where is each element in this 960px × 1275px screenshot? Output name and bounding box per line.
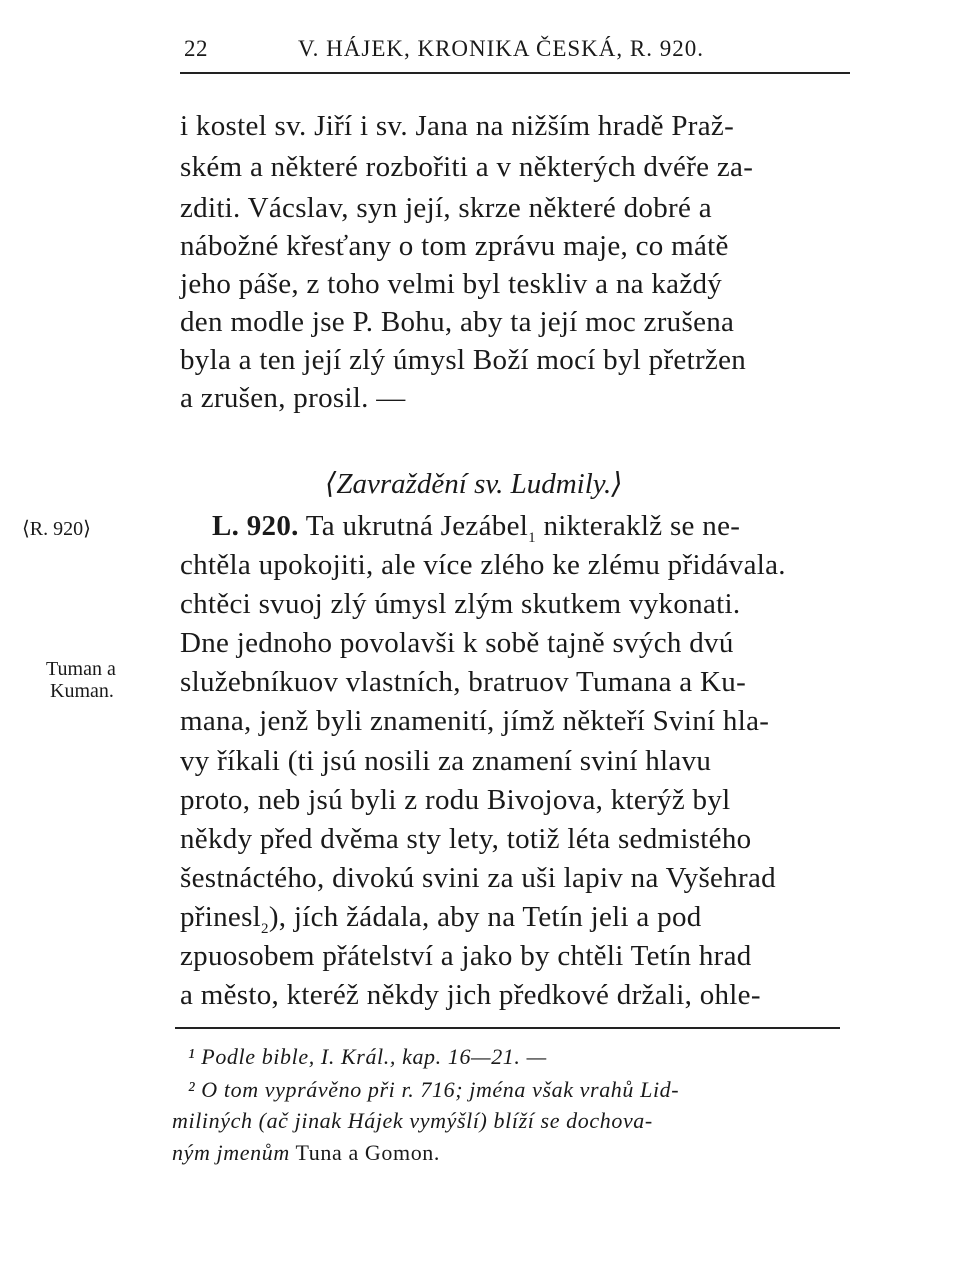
text-line: a zrušen, prosil. — [180,382,406,414]
margin-note-names-2: Kuman. [50,680,114,702]
text-segment: Tuna a Gomon. [289,1140,441,1165]
text-segment: přinesl [180,901,262,933]
running-title: V. HÁJEK, KRONIKA ČESKÁ, R. 920. [298,36,704,61]
text-line: mana, jenž byli znamenití, jímž někteří Sviní hla- [180,705,770,737]
text-line: ském a některé rozbořiti a v některých dvéře za- [180,151,754,183]
text-line: jeho páše, z toho velmi byl teskliv a na každý [180,268,723,300]
footnote-2-line-2: miliných (ač jinak Hájek vymýšlí) blíží se dochova- [172,1108,653,1133]
text-line: chtěla upokojiti, ale více zlého ke zlému přidávala. [180,549,786,581]
page-number: 22 [184,36,208,61]
text-segment: ), jích žádala, aby na Tetín jeli a pod [268,901,702,933]
text-line: služebníkuov vlastních, bratruov Tumana a Ku- [180,666,747,698]
text-line: byla a ten její zlý úmysl Boží mocí byl přetržen [180,344,747,376]
text-line: zditi. Vácslav, syn její, skrze některé dobré a [180,192,712,224]
text-line: chtěci svuoj zlý úmysl zlým skutkem vykonati. [180,588,741,620]
text-line: den modle jse P. Bohu, aby ta její moc zrušena [180,306,735,338]
footnote-2-line-1: ² O tom vyprávěno při r. 716; jména však vrahů Lid- [188,1077,680,1102]
margin-note-names-1: Tuman a [46,658,116,680]
running-header [180,32,850,74]
text-line: a město, kteréž někdy jich předkové držali, ohle- [180,979,761,1011]
section-title: ⟨Zavraždění sv. Ludmily.⟩ [325,468,623,500]
text-line: nábožné křesťany o tom zprávu maje, co mátě [180,230,729,262]
year-label: L. 920. [212,510,299,542]
text-segment: nikteraklž se ne- [535,510,741,542]
margin-note-year: ⟨R. 920⟩ [22,518,91,540]
footnote-ref: 1 [528,529,536,546]
text-segment: Ta ukrutná Jezábel [298,510,529,542]
text-line: i kostel sv. Jiří i sv. Jana na nižším hradě Praž- [180,110,735,142]
text-line: Dne jednoho povolavši k sobě tajně svých dvú [180,627,734,659]
text-line: proto, neb jsú byli z rodu Bivojova, kterýž byl [180,784,731,816]
text-segment: ným jmenům [172,1140,290,1165]
footnote-2-line-3 [172,1140,440,1166]
text-line: zpuosobem přátelství a jako by chtěli Tetín hrad [180,940,752,972]
text-line: někdy před dvěma sty lety, totiž léta sedmistého [180,823,752,855]
footnote-rule [175,1027,840,1029]
footnote-1: ¹ Podle bible, I. Král., kap. 16—21. — [188,1044,547,1069]
text-line-with-ref [180,901,702,938]
footnote-ref: 2 [261,920,269,937]
text-line-first [212,510,740,547]
text-line: šestnáctého, divokú svini za uši lapiv na Vyšehrad [180,862,776,894]
text-line: vy říkali (ti jsú nosili za znamení sviní hlavu [180,745,712,777]
